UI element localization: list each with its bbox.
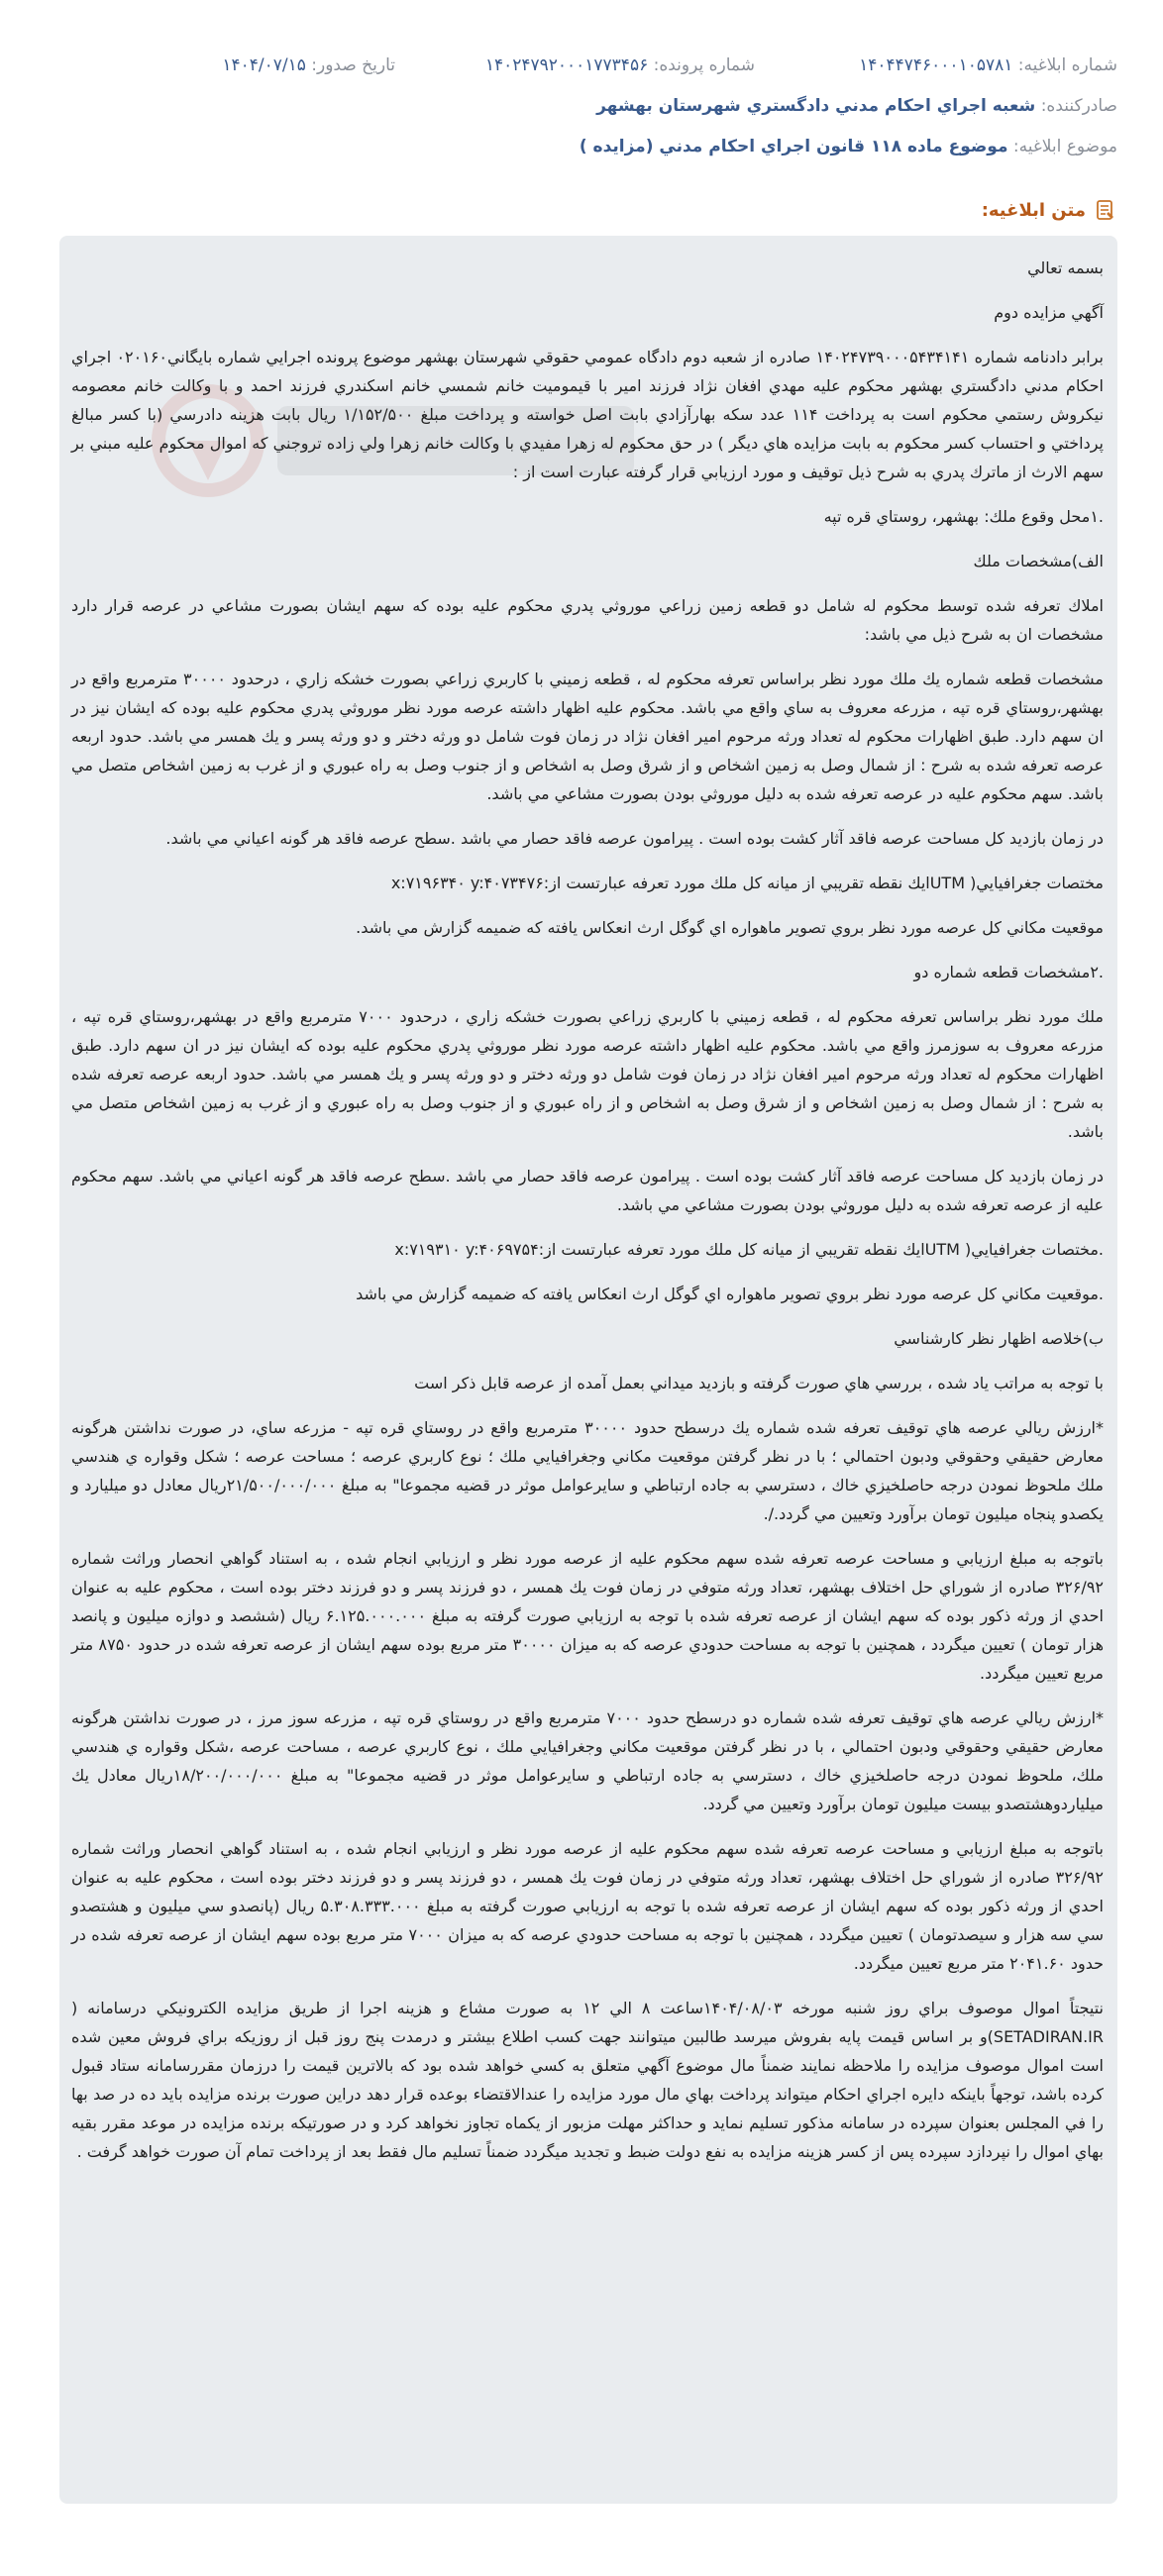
subject-line: موضوع ابلاغيه: موضوع ماده ۱۱۸ قانون اجراي احكام مدني (مزايده ) [579, 137, 1117, 156]
case-number: شماره پرونده: ۱۴۰۲۴۷۹۲۰۰۰۱۷۷۳۴۵۶ [484, 55, 755, 75]
notice-text [71, 254, 1104, 2182]
paragraph: .۱محل وقوع ملك: بهشهر، روستاي قره تپه [823, 507, 1104, 526]
paragraph: نتيجتاً اموال موصوف براي روز شنبه مورخه ۱۴۰۴/۰۸/۰۳ساعت ۸ الي ۱۲ به صورت مشاع و هزينه اجرا از طريق مزايده الكترونيكي درسامانه ( SETADIRAN.IR)و بر اساس قيمت پايه بفروش ميرسد طالبين ميتوانند جهت كسب اطلاع بيشتر و درمدت پنج روز قبل از روزيكه براي فروش معين شده است اموال موصوف مزايده را ملاحظه نمايند ضمناً مال موضوع آگهي متعلق به كسي خواهد شده بود كه بالاترين قيمت را درزمان مقررسامانه ستاد قبول كرده باشد، توجهاً باينكه دايره اجراي احكام ميتواند پرداخت بهاي مال مورد مزايده را عندالاقتضاء بوعده قرار دهد دراين صورت برنده مزايده بايد ده در صد بها را في المجلس بعنوان سپرده در سامانه مذكور تسليم نمايد و حداكثر مهلت مزبور از يكماه تجاوز نخواهد كرد و در صورتيكه برنده مزايده در موعد مقرر بقيه بهاي اموال را نپردازد سپرده پس از كسر هزينه مزايده به نفع دولت ضبط و تجديد ميگردد ضمناً تسليم مال فقط بعد از پرداخت تمام آن صورت خواهد گرفت . [71, 1999, 1105, 2161]
paragraph: .موقعيت مكاني كل عرصه مورد نظر بروي تصوير ماهواره اي گوگل ارث انعكاس يافته كه ضميمه گزارش مي باشد [356, 1285, 1104, 1303]
paragraph: مختصات جغرافيايي( UTMايك نقطه تقريبي از ميانه كل ملك مورد تعرفه عبارتست از:x:۷۱۹۶۳۴۰ y:۴۰۷۳۴۷۶ [390, 874, 1104, 892]
paragraph: در زمان بازديد كل مساحت عرصه فاقد آثار كشت بوده است . پيرامون عرصه فاقد حصار مي باشد .سطح عرصه فاقد هر گونه اعياني مي باشد. سهم محكوم عليه از عرصه تعرفه شده به دليل موروثي بودن بصورت مشاعي مي باشد. [71, 1167, 1104, 1214]
paragraph: باتوجه به مبلغ ارزيابي و مساحت عرصه تعرفه شده سهم محكوم عليه از عرصه مورد نظر و ارزيابي انجام شده ، به استناد گواهي انحصار وراثت شماره ۳۲۶/۹۲ صادره از شوراي حل اختلاف بهشهر، تعداد ورثه متوفي در زمان فوت يك همسر ، دو فرزند پسر و دو فرزند دختر بوده است ، محكوم عليه به عنوان احدي از ورثه ذكور بوده كه سهم ايشان از عرصه تعرفه شده با توجه به ارزيابي صورت گرفته به مبلغ ۵.۳۰۸.۳۳۳.۰۰۰ ريال (پانصدو سي ميليون و هشتصدو سي سه هزار و سيصدتومان ) تعيين ميگردد ، همچنين با توجه به مساحت حدودي عرصه كه به ميزان ۷۰۰۰ متر مربع بوده سهم ايشان از عرصه تعرفه شده در حدود ۲۰۴۱.۶۰ متر مربع تعيين ميگردد. [71, 1839, 1105, 1973]
paragraph: .۲مشخصات قطعه شماره دو [913, 963, 1104, 981]
paragraph: .مختصات جغرافيايي( UTMايك نقطه تقريبي از ميانه كل ملك مورد تعرفه عبارتست از:x:۷۱۹۳۱۰ y:۴۰۶۹۷۵۴ [394, 1240, 1104, 1259]
paragraph: املاك تعرفه شده توسط محكوم له شامل دو قطعه زمين زراعي موروثي پدري محكوم عليه بوده كه سهم ايشان بصورت مشاعي در عرصه قرار دارد مشخصات ان به شرح ذيل مي باشد: [71, 596, 1104, 644]
paragraph: مشخصات قطعه شماره يك ملك مورد نظر براساس تعرفه محكوم له ، قطعه زميني با كاربري زراعي بصورت خشكه زاري ، درحدود ۳۰۰۰۰ مترمربع واقع در بهشهر،روستاي قره تپه ، مزرعه معروف به ساي واقع مي باشد. محكوم عليه اظهار داشته عرصه مورد نظر موروثي پدري محكوم عليه بوده كه ايشان نيز در ان سهم دارد. طبق اظهارات محكوم له تعداد ورثه مرحوم امير افغان نژاد در زمان فوت شامل دو ورثه دختر و دو ورثه پسر و يك همسر مي باشد. حدود اربعه عرصه تعرفه شده به شرح : از شمال وصل به زمين اشخاص و از شرق وصل به اشخاص و از جنوب وصل به راه عبوري و از غرب به زمين اشخاص متصل مي باشد. سهم محكوم عليه در عرصه تعرفه شده به دليل موروثي بودن بصورت مشاعي مي باشد. [71, 670, 1104, 803]
paragraph: *ارزش ريالي عرصه هاي توقيف تعرفه شده شماره يك درسطح حدود ۳۰۰۰۰ مترمربع واقع در روستاي قره تپه - مزرعه ساي، در صورت نداشتن هرگونه معارض حقيقي وحقوقي ودبون احتمالي ؛ با در نظر گرفتن موقعيت مكاني وجغرافيايي ملك ؛ نوع كاربري عرصه ؛ مساحت عرصه ؛ شكل وقواره ي هندسي ملك ملحوظ نمودن درجه حاصلخيزي خاك ، دسترسي به جاده ارتباطي و سايرعوامل موثر در قضيه مجموعا" به مبلغ ۲۱/۵۰۰/۰۰۰/۰۰۰ريال معادل دو ميليارد و يكصدو پنجاه ميليون تومان برآورد وتعيين مي گردد./. [71, 1418, 1105, 1523]
paragraph: ب)خلاصه اظهار نظر كارشناسي [894, 1329, 1104, 1348]
paragraph: موقعيت مكاني كل عرصه مورد نظر بروي تصوير ماهواره اي گوگل ارث انعكاس يافته كه ضميمه گزارش مي باشد. [356, 918, 1104, 937]
issue-date: تاريخ صدور: ۱۴۰۴/۰۷/۱۵ [222, 55, 395, 75]
paragraph: بسمه تعالي [1027, 258, 1104, 277]
document-icon [1094, 198, 1117, 222]
notice-title: متن ابلاغيه: [982, 198, 1117, 222]
issuer-line: صادركننده: شعبه اجراي احكام مدني دادگستري شهرستان بهشهر [596, 96, 1117, 116]
paragraph: برابر دادنامه شماره ۱۴۰۲۴۷۳۹۰۰۰۵۴۳۴۱۴۱ صادره از شعبه دوم دادگاه عمومي حقوقي شهرستان بهشهر موضوع پرونده اجرايي شماره بايگاني۰۲۰۱۶۰ اجراي احكام مدني دادگستري بهشهر محكوم عليه مهدي افغان نژاد فرزند امير با قيموميت خانم شمسي خانم اسكندري فرزند احمد و با وكالت خانم معصومه نيكروش رستمي محكوم است به پرداخت ۱۱۴ عدد سكه بهارآزادي بابت اصل خواسته و پرداخت مبلغ ۱/۱۵۲/۵۰۰ ريال بابت هزينه دادرسي (با كسر مبالغ پرداختي و احتساب كسر محكوم به بابت مزايده هاي ديگر ) در حق محكوم له زهرا مفيدي با وكالت خانم زهرا ولي زاده تروجني كه اموال محكوم عليه مبني بر سهم الارث از ماترك پدري به شرح ذيل توقيف و مورد ارزيابي قرار گرفته عبارت است از : [71, 348, 1105, 481]
paragraph: ملك مورد نظر براساس تعرفه محكوم له ، قطعه زميني با كاربري زراعي بصورت خشكه زاري ، درحدود ۷۰۰۰ مترمربع واقع در بهشهر،روستاي قره تپه ، مزرعه معروف به سوزمرز واقع مي باشد. محكوم عليه اظهار داشته عرصه مورد نظر موروثي پدري محكوم عليه بوده كه ايشان نيز در ان سهم دارد. طبق اظهارات محكوم له تعداد ورثه مرحوم امير افغان نژاد در زمان فوت شامل دو ورثه دختر و دو ورثه پسر و يك همسر مي باشد. حدود اربعه عرصه تعرفه شده به شرح : از شمال وصل به زمين اشخاص و از شرق وصل به اشخاص و از راه عبوري و از جنوب وصل به راه عبوري و از غرب به زمين اشخاص متصل مي باشد. [71, 1007, 1104, 1141]
notice-number: شماره ابلاغيه: ۱۴۰۴۴۷۴۶۰۰۰۱۰۵۷۸۱ [859, 55, 1117, 75]
paragraph: با توجه به مراتب ياد شده ، بررسي هاي صورت گرفته و بازديد ميداني بعمل آمده از عرصه قابل ذكر است [414, 1374, 1104, 1392]
paragraph: باتوجه به مبلغ ارزيابي و مساحت عرصه تعرفه شده سهم محكوم عليه از عرصه مورد نظر و ارزيابي انجام شده ، به استناد گواهي انحصار وراثت شماره ۳۲۶/۹۲ صادره از شوراي حل اختلاف بهشهر، تعداد ورثه متوفي در زمان فوت يك همسر ، دو فرزند پسر و دو فرزند دختر بوده است ، محكوم عليه به عنوان احدي از ورثه ذكور بوده كه سهم ايشان از عرصه تعرفه شده با توجه به ارزيابي صورت گرفته به مبلغ ۶.۱۲۵.۰۰۰.۰۰۰ ريال (ششصد و دوازه ميليون و پانصد هزار تومان ) تعيين ميگردد ، همچنين با توجه به مساحت حدودي عرصه كه به ميزان ۳۰۰۰۰ متر مربع بوده سهم ايشان از عرصه تعرفه شده در حدود ۸۷۵۰ متر مربع تعيين ميگردد. [71, 1549, 1105, 1683]
paragraph: آگهي مزايده دوم [994, 303, 1104, 322]
paragraph: در زمان بازديد كل مساحت عرصه فاقد آثار كشت بوده است . پيرامون عرصه فاقد حصار مي باشد .سطح عرصه فاقد هر گونه اعياني مي باشد. [165, 829, 1104, 848]
paragraph: الف)مشخصات ملك [973, 552, 1104, 570]
paragraph: *ارزش ريالي عرصه هاي توقيف تعرفه شده شماره دو درسطح حدود ۷۰۰۰ مترمربع واقع در روستاي قره تپه ، مزرعه سوز مرز ، در صورت نداشتن هرگونه معارض حقيقي وحقوقي ودبون احتمالي ، با در نظر گرفتن موقعيت مكاني وجغرافيايي ملك ، نوع كاربري عرصه ، مساحت عرصه ،شكل وقواره ي هندسي ملك، ملحوظ نمودن درجه حاصلخيزي خاك ، دسترسي به جاده ارتباطي و سايرعوامل موثر در قضيه مجموعا" به مبلغ ۱۸/۲۰۰/۰۰۰/۰۰۰ريال معادل يك ميلياردوهشتصدو بيست ميليون تومان برآورد وتعيين مي گردد. [71, 1708, 1105, 1813]
